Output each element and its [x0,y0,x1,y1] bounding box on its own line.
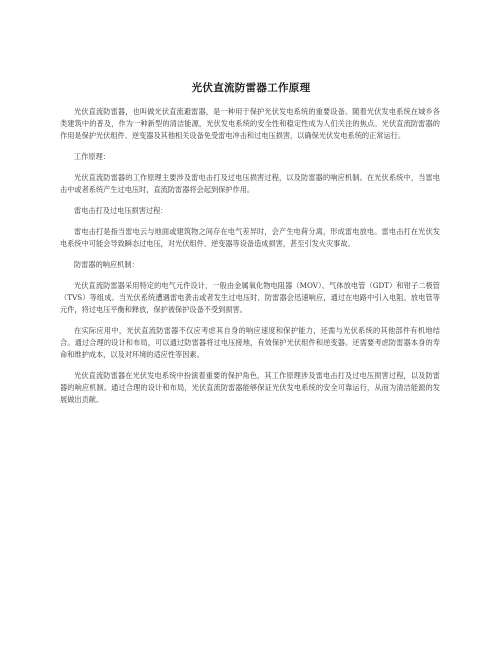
document-body [60,106,440,415]
paragraph-heading-principle: 工作原理： [74,152,110,161]
paragraph-lightning: 雷电击打是指当雷电云与地面或建筑物之间存在电气差异时，会产生电荷分离，形成雷电放电。雷电击打在光伏发电系统中可能会导致瞬态过电压，对光伏组件、逆变器等设备造成损害，甚至引发火灾事故。 [60,227,440,248]
paragraph-heading-lightning: 雷电击打及过电压损害过程： [74,206,168,215]
paragraph-application: 在实际应用中，光伏直流防雷器不仅应考虑其自身的响应速度和保护能力，还需与光伏系统的其他部件有机地结合。通过合理的设计和布局，可以通过防雷器将过电压接地，有效保护光伏组件和逆变器。还需要考虑防雷器本身的寿命和维护成本，以及对环境的适应性等因素。 [60,326,440,359]
paragraph-conclusion: 光伏直流防雷器在光伏发电系统中扮演着重要的保护角色，其工作原理涉及雷电击打及过电压损害过程，以及防雷器的响应机制。通过合理的设计和布局，光伏直流防雷器能够保证光伏发电系统的安全可靠运行，从而为清洁能源的发展做出贡献。 [60,371,440,404]
document-title: 光伏直流防雷器工作原理 [191,82,311,94]
paragraph-heading-response: 防雷器的响应机制： [74,260,139,269]
paragraph-principle: 光伏直流防雷器的工作原理主要涉及雷电击打及过电压损害过程，以及防雷器的响应机制。在光伏系统中，当雷电击中或者系统产生过电压时，直流防雷器将会起到保护作用。 [60,173,440,194]
paragraph-intro: 光伏直流防雷器，也叫做光伏直流避雷器，是一种用于保护光伏发电系统的重要设备。随着光伏发电系统在城乡各类建筑中的普及，作为一种新型的清洁能源，光伏发电系统的安全性和稳定性成为人们关注的焦点。光伏直流防雷器的作用是保护光伏组件、逆变器及其他相关设备免受雷电冲击和过电压损害，以确保光伏发电系统的正常运行。 [60,107,440,140]
paragraph-response: 光伏直流防雷器采用特定的电气元件设计，一般由金属氧化物电阻器（MOV）、气体放电管（GDT）和钳子二极管（TVS）等组成。当光伏系统遭遇雷电袭击或者发生过电压时，防雷器会迅速响应，通过在电路中引入电阻、放电管等元件，将过电压平衡和释放，保护被保护设备不受到损害。 [60,281,440,314]
